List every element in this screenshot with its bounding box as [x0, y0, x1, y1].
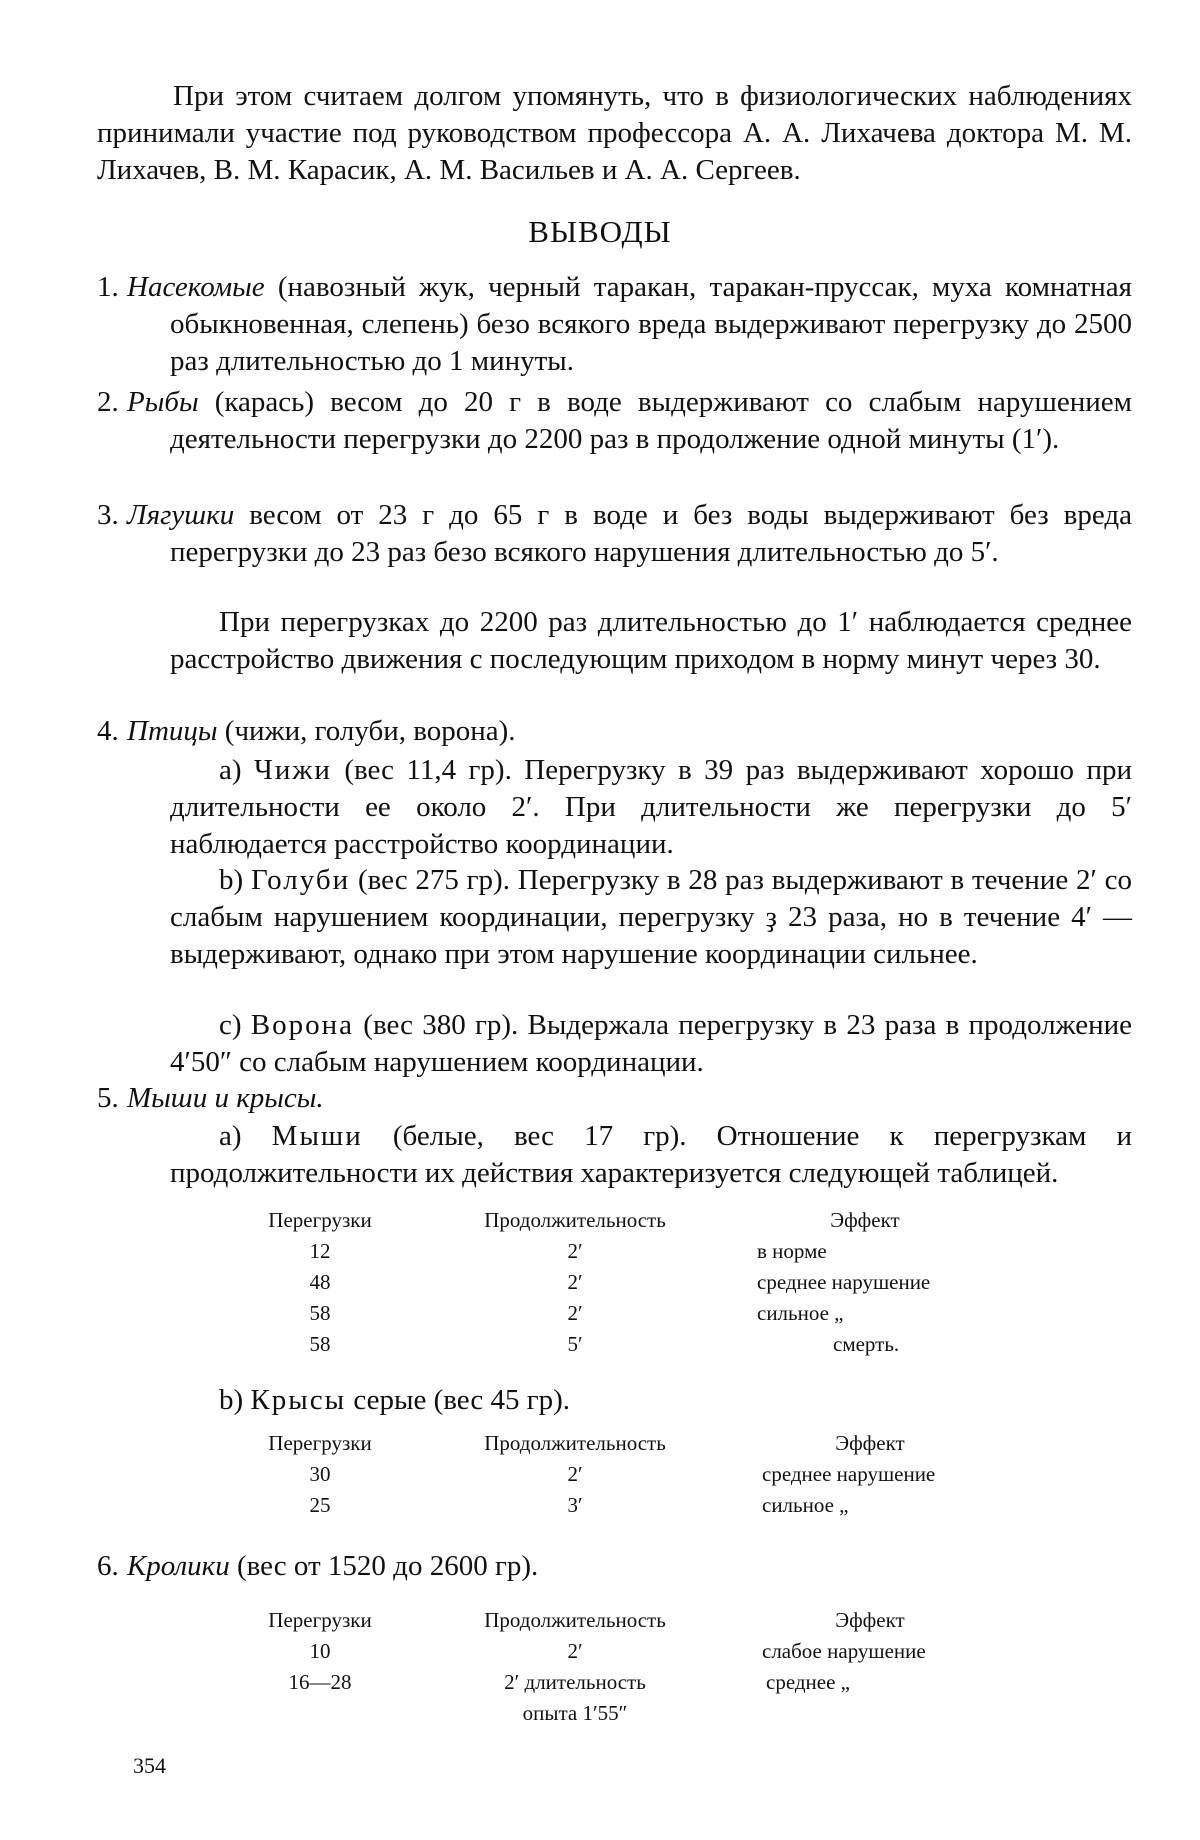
table-cell: среднее „ [766, 1670, 850, 1694]
table-cell: 16—28 [288, 1670, 352, 1694]
table-header: Продолжительность [484, 1608, 666, 1632]
table-cell: 12 [309, 1239, 331, 1263]
mice-a [170, 1118, 1132, 1192]
item-number: 5. [97, 1082, 119, 1114]
mice-table [0, 1205, 1200, 1365]
conclusion-item-3 [97, 497, 1132, 571]
table-cell: 48 [309, 1270, 331, 1294]
rabbits-table [0, 1605, 1200, 1735]
conclusion-item-6 [97, 1548, 1132, 1585]
sub-text: (вес 275 гр). Перегрузку в 28 раз выдерживают в течение 2′ со слабым нарушением координации, перегрузку ҙ 23 раза, но в течение 4′ — выдерживают, однако при этом нарушение координации сильнее. [170, 864, 1132, 970]
item-title: Птицы [127, 715, 218, 747]
item-title: Мыши и крысы. [127, 1082, 324, 1114]
birds-b [170, 862, 1132, 973]
conclusion-item-5 [97, 1080, 1132, 1117]
table-cell: 2′ [567, 1301, 583, 1325]
table-cell: 30 [309, 1462, 331, 1486]
table-cell: 58 [309, 1301, 331, 1325]
table-cell: смерть. [833, 1332, 900, 1356]
table-cell: 2′ [567, 1462, 583, 1486]
rats-table [0, 1428, 1200, 1528]
intro-paragraph: При этом считаем долгом упомянуть, что в физиологических наблюдениях принимали участие под руководством профессора А. А. Лихачева доктора М. М. Лихачев, В. М. Карасик, А. М. Васильев и А. А. Сергеев. [97, 80, 1132, 186]
table-cell: 3′ [567, 1493, 583, 1517]
sub-name: Крысы [250, 1384, 347, 1416]
item-title: Насекомые [127, 271, 265, 303]
table-cell: среднее нарушение [757, 1270, 931, 1294]
table-cell: 2′ [567, 1639, 583, 1663]
table-cell: 5′ [567, 1332, 583, 1356]
table-cell: сильное „ [762, 1493, 849, 1517]
table-header: Продолжительность [484, 1431, 666, 1455]
table-cell: 25 [309, 1493, 331, 1517]
sub-name: Ворона [250, 1009, 355, 1041]
item-title: Лягушки [127, 499, 235, 531]
table-cell: 58 [309, 1332, 331, 1356]
sub-text: (вес 380 гр). Выдержала перегрузку в 23 раза в продолжение 4′50″ со слабым нарушением координации. [170, 1009, 1132, 1078]
conclusion-item-4 [97, 713, 1132, 750]
item-number: 4. [97, 715, 119, 747]
sub-label: b) [219, 1384, 251, 1416]
sub-label: a) [219, 1120, 272, 1152]
page-number: 354 [133, 1753, 166, 1778]
table-header: Эффект [835, 1608, 905, 1632]
item-number: 1. [97, 271, 119, 303]
sub-label: c) [219, 1009, 251, 1041]
sub-text: (белые, вес 17 гр). Отношение к перегрузкам и продолжительности их действия характеризуется следующей таблицей. [170, 1120, 1132, 1189]
sub-text: (вес 11,4 гр). Перегрузку в 39 раз выдерживают хорошо при длительности ее около 2′. При длительности же перегрузки до 5′ наблюдается расстройство координации. [170, 754, 1132, 860]
item-title: Кролики [127, 1550, 230, 1582]
item-text: (навозный жук, черный таракан, таракан-пруссак, муха комнатная обыкновенная, слепень) безо всякого вреда выдерживают перегрузку до 2500 раз длительностью до 1 минуты. [170, 271, 1132, 377]
sub-name: Голуби [250, 864, 351, 896]
birds-c [170, 1007, 1132, 1081]
table-header: Продолжительность [484, 1208, 666, 1232]
table-cell: сильное „ [757, 1301, 844, 1325]
item-text: (вес от 1520 до 2600 гр). [229, 1550, 539, 1582]
table-cell: 10 [309, 1639, 331, 1663]
item-text: весом от 23 г до 65 г в воде и без воды выдерживают без вреда перегрузки до 23 раз безо всякого нарушения длительностью до 5′. [170, 499, 1132, 568]
table-header: Перегрузки [268, 1208, 372, 1232]
table-header: Перегрузки [268, 1608, 372, 1632]
conclusion-item-2 [97, 384, 1132, 458]
table-cell: в норме [757, 1239, 827, 1263]
table-cell: опыта 1′55″ [522, 1701, 628, 1725]
sub-text: серые (вес 45 гр). [346, 1384, 571, 1416]
table-cell: 2′ [567, 1239, 583, 1263]
conclusion-item-1 [97, 269, 1132, 380]
table-header: Эффект [835, 1431, 905, 1455]
sub-label: b) [219, 864, 251, 896]
item-text: (чижи, голуби, ворона). [217, 715, 516, 747]
table-cell: 2′ [567, 1270, 583, 1294]
item-text: (карась) весом до 20 г в воде выдерживают со слабым нарушением деятельности перегрузки до 2200 раз в продолжение одной минуты (1′). [170, 386, 1132, 455]
item-number: 3. [97, 499, 119, 531]
sub-label: a) [219, 754, 254, 786]
item-number: 6. [97, 1550, 119, 1582]
table-cell: среднее нарушение [762, 1462, 936, 1486]
table-cell: слабое нарушение [762, 1639, 926, 1663]
birds-a [170, 752, 1132, 863]
conclusions-heading: ВЫВОДЫ [528, 214, 672, 249]
sub-name: Мыши [271, 1120, 363, 1152]
table-cell: 2′ длительность [504, 1670, 646, 1694]
item-number: 2. [97, 386, 119, 418]
sub-name: Чижи [253, 754, 332, 786]
table-header: Эффект [830, 1208, 900, 1232]
rats-b [170, 1382, 1132, 1419]
frogs-note: При перегрузках до 2200 раз длительностью до 1′ наблюдается среднее расстройство движения с последующим приходом в норму минут через 30. [170, 606, 1132, 675]
table-header: Перегрузки [268, 1431, 372, 1455]
item-title: Рыбы [127, 386, 199, 418]
